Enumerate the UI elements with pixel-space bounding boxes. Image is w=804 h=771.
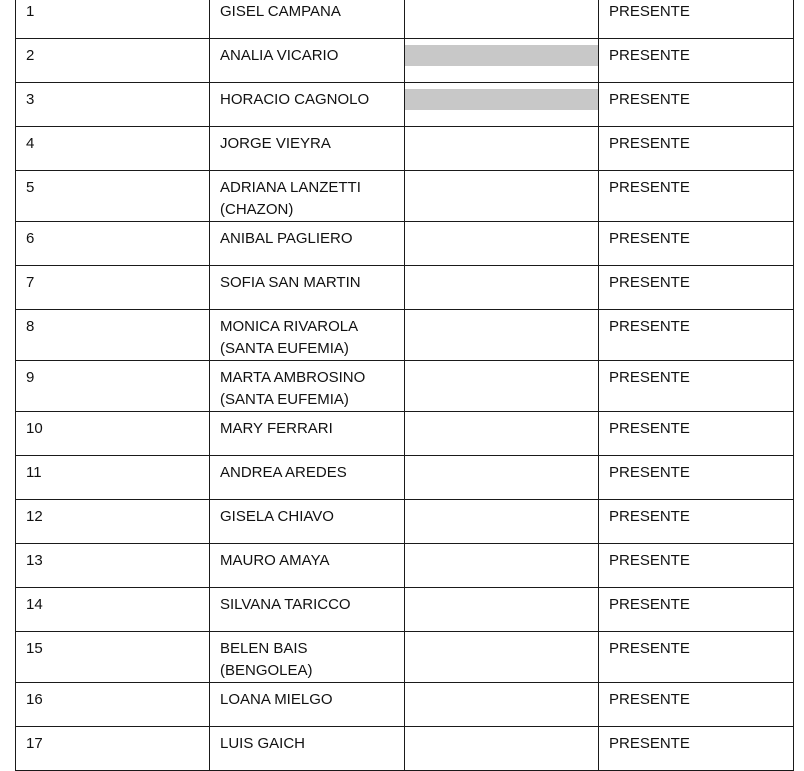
attendance-status-cell xyxy=(599,171,794,222)
attendance-status-cell xyxy=(599,266,794,310)
attendance-status-cell xyxy=(599,222,794,266)
participant-name-cell xyxy=(210,588,405,632)
participant-name-cell xyxy=(210,222,405,266)
row-number: 14 xyxy=(26,596,43,613)
participant-name: JORGE VIEYRA xyxy=(220,135,331,152)
blank-cell xyxy=(405,83,599,127)
participant-name-cell xyxy=(210,500,405,544)
blank-cell xyxy=(405,310,599,361)
row-number-cell xyxy=(16,127,210,171)
participant-name: GISELA CHIAVO xyxy=(220,508,334,525)
row-number-cell xyxy=(16,310,210,361)
attendance-table-body xyxy=(16,0,794,771)
row-number: 12 xyxy=(26,508,43,525)
participant-name-cell xyxy=(210,266,405,310)
blank-cell xyxy=(405,588,599,632)
table-row xyxy=(16,222,794,266)
attendance-status: PRESENTE xyxy=(609,735,690,752)
attendance-status-cell xyxy=(599,310,794,361)
attendance-status: PRESENTE xyxy=(609,640,690,657)
shaded-highlight xyxy=(405,45,598,66)
participant-name: ANDREA AREDES xyxy=(220,464,347,481)
row-number-cell xyxy=(16,83,210,127)
table-row xyxy=(16,632,794,683)
table-row xyxy=(16,266,794,310)
shaded-highlight xyxy=(405,89,598,110)
participant-name-cell xyxy=(210,127,405,171)
participant-name: SOFIA SAN MARTIN xyxy=(220,274,361,291)
row-number-cell xyxy=(16,500,210,544)
participant-name-cell xyxy=(210,83,405,127)
attendance-status-cell xyxy=(599,500,794,544)
row-number-cell xyxy=(16,632,210,683)
blank-cell xyxy=(405,171,599,222)
row-number-cell xyxy=(16,222,210,266)
participant-name: ANIBAL PAGLIERO xyxy=(220,230,353,247)
row-number: 6 xyxy=(26,230,35,247)
attendance-status-cell xyxy=(599,456,794,500)
attendance-status: PRESENTE xyxy=(609,274,690,291)
table-row xyxy=(16,83,794,127)
attendance-status-cell xyxy=(599,0,794,39)
attendance-status-cell xyxy=(599,588,794,632)
attendance-status: PRESENTE xyxy=(609,691,690,708)
participant-name-cell xyxy=(210,683,405,727)
attendance-status-cell xyxy=(599,683,794,727)
attendance-status: PRESENTE xyxy=(609,369,690,386)
table-row xyxy=(16,544,794,588)
blank-cell xyxy=(405,727,599,771)
blank-cell xyxy=(405,683,599,727)
blank-cell xyxy=(405,412,599,456)
table-row xyxy=(16,361,794,412)
attendance-status: PRESENTE xyxy=(609,179,690,196)
attendance-status: PRESENTE xyxy=(609,3,690,20)
blank-cell xyxy=(405,127,599,171)
row-number-cell xyxy=(16,456,210,500)
table-row xyxy=(16,310,794,361)
row-number: 11 xyxy=(26,464,42,481)
row-number: 3 xyxy=(26,91,35,108)
participant-name-cell xyxy=(210,310,405,361)
participant-name: LOANA MIELGO xyxy=(220,691,333,708)
table-row xyxy=(16,412,794,456)
blank-cell xyxy=(405,266,599,310)
blank-cell xyxy=(405,222,599,266)
attendance-status-cell xyxy=(599,83,794,127)
row-number: 16 xyxy=(26,691,43,708)
row-number-cell xyxy=(16,683,210,727)
table-row xyxy=(16,171,794,222)
row-number: 7 xyxy=(26,274,35,291)
participant-name-cell xyxy=(210,39,405,83)
attendance-table xyxy=(15,0,794,771)
row-number-cell xyxy=(16,412,210,456)
attendance-status: PRESENTE xyxy=(609,420,690,437)
blank-cell xyxy=(405,39,599,83)
participant-name: ANALIA VICARIO xyxy=(220,47,339,64)
attendance-status-cell xyxy=(599,544,794,588)
attendance-status: PRESENTE xyxy=(609,552,690,569)
table-row xyxy=(16,588,794,632)
attendance-status-cell xyxy=(599,39,794,83)
row-number-cell xyxy=(16,727,210,771)
blank-cell xyxy=(405,500,599,544)
row-number: 2 xyxy=(26,47,35,64)
attendance-status: PRESENTE xyxy=(609,230,690,247)
row-number: 15 xyxy=(26,640,43,657)
attendance-status-cell xyxy=(599,361,794,412)
participant-name-cell xyxy=(210,632,405,683)
blank-cell xyxy=(405,361,599,412)
participant-name-cell xyxy=(210,456,405,500)
participant-name: HORACIO CAGNOLO xyxy=(220,91,370,108)
row-number: 17 xyxy=(26,735,43,752)
row-number-cell xyxy=(16,544,210,588)
participant-name: GISEL CAMPANA xyxy=(220,3,341,20)
attendance-status: PRESENTE xyxy=(609,91,690,108)
participant-name-cell xyxy=(210,727,405,771)
row-number-cell xyxy=(16,588,210,632)
participant-name-cell xyxy=(210,412,405,456)
attendance-status-cell xyxy=(599,127,794,171)
row-number: 4 xyxy=(26,135,35,152)
table-row xyxy=(16,683,794,727)
row-number-cell xyxy=(16,266,210,310)
table-row xyxy=(16,456,794,500)
participant-name: ADRIANA LANZETTI (CHAZON) xyxy=(220,179,361,218)
row-number-cell xyxy=(16,171,210,222)
participant-name-cell xyxy=(210,171,405,222)
participant-name-cell xyxy=(210,0,405,39)
participant-name-cell xyxy=(210,544,405,588)
blank-cell xyxy=(405,0,599,39)
participant-name: MARTA AMBROSINO (SANTA EUFEMIA) xyxy=(220,369,366,408)
attendance-status: PRESENTE xyxy=(609,596,690,613)
row-number-cell xyxy=(16,361,210,412)
row-number: 13 xyxy=(26,552,43,569)
attendance-status-cell xyxy=(599,632,794,683)
table-row xyxy=(16,127,794,171)
row-number: 8 xyxy=(26,318,35,335)
attendance-status: PRESENTE xyxy=(609,135,690,152)
blank-cell xyxy=(405,632,599,683)
attendance-status-cell xyxy=(599,727,794,771)
row-number: 10 xyxy=(26,420,43,437)
participant-name: MARY FERRARI xyxy=(220,420,333,437)
attendance-status: PRESENTE xyxy=(609,318,690,335)
table-row xyxy=(16,0,794,39)
row-number-cell xyxy=(16,0,210,39)
participant-name: MAURO AMAYA xyxy=(220,552,330,569)
attendance-sheet xyxy=(15,0,793,771)
participant-name: BELEN BAIS (BENGOLEA) xyxy=(220,640,313,679)
participant-name-cell xyxy=(210,361,405,412)
participant-name: SILVANA TARICCO xyxy=(220,596,351,613)
table-row xyxy=(16,500,794,544)
row-number: 5 xyxy=(26,179,35,196)
attendance-status-cell xyxy=(599,412,794,456)
row-number-cell xyxy=(16,39,210,83)
attendance-status: PRESENTE xyxy=(609,464,690,481)
attendance-status: PRESENTE xyxy=(609,47,690,64)
blank-cell xyxy=(405,456,599,500)
attendance-status: PRESENTE xyxy=(609,508,690,525)
blank-cell xyxy=(405,544,599,588)
row-number: 9 xyxy=(26,369,35,386)
participant-name: MONICA RIVAROLA (SANTA EUFEMIA) xyxy=(220,318,359,357)
table-row xyxy=(16,39,794,83)
participant-name: LUIS GAICH xyxy=(220,735,306,752)
table-row xyxy=(16,727,794,771)
row-number: 1 xyxy=(26,3,35,20)
